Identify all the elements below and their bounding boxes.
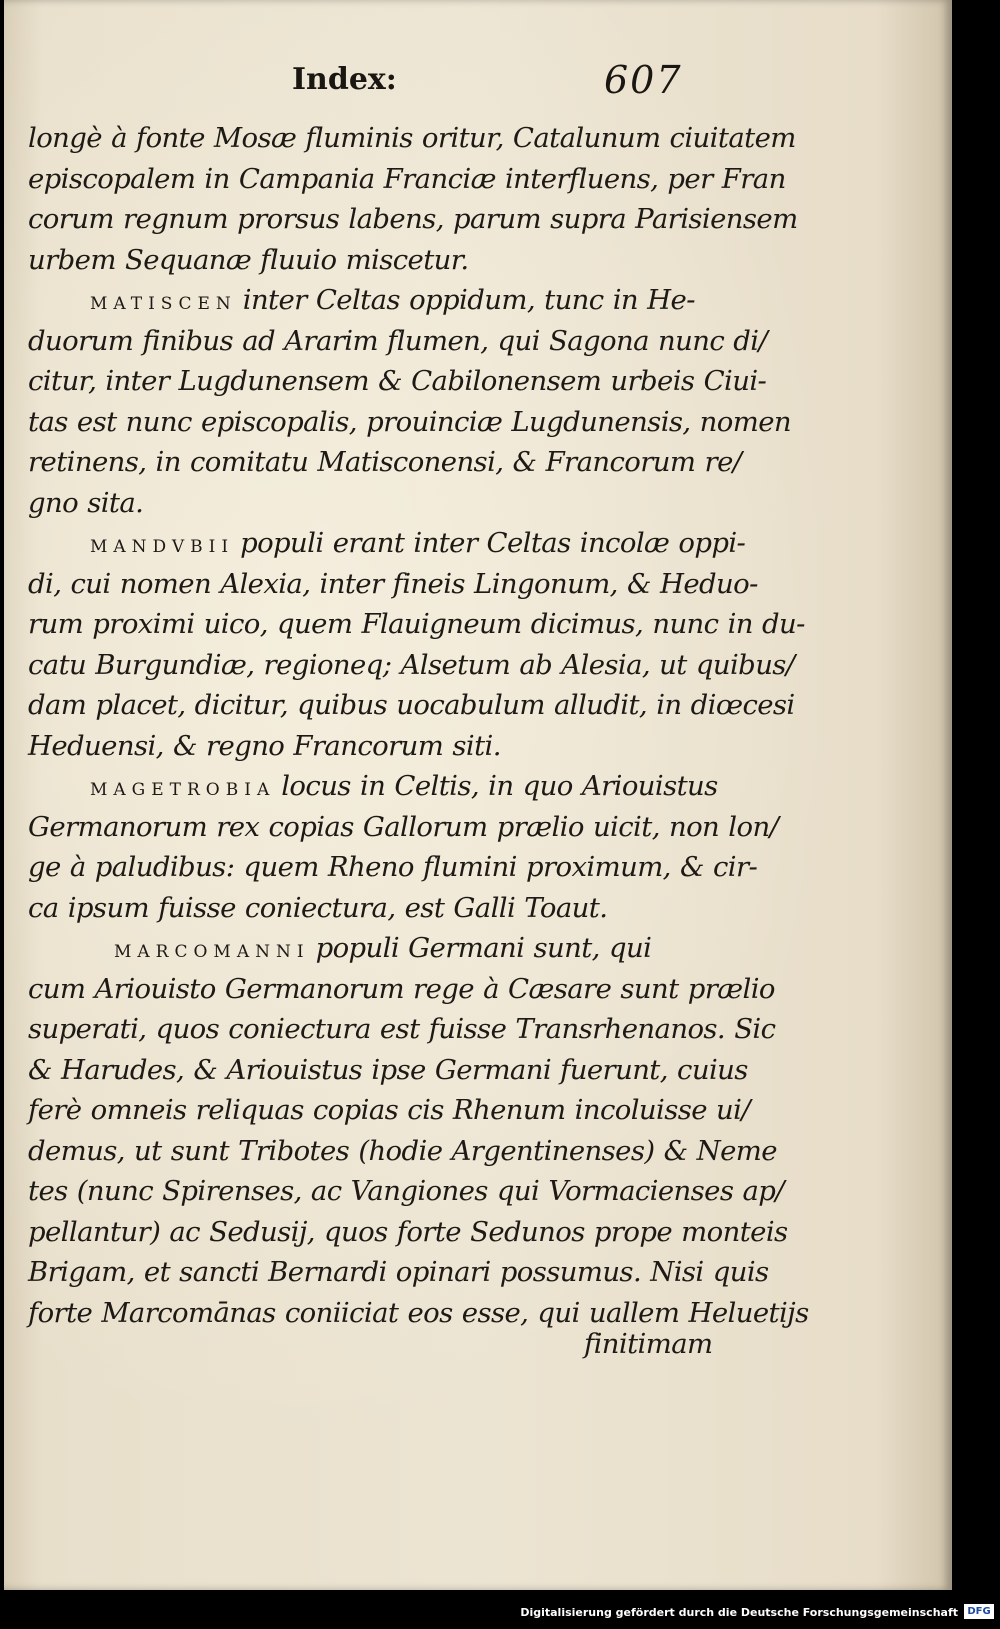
text-line — [28, 766, 718, 807]
line-text: tes (nunc Spirenses, ac Vangiones qui Vormacienses ap/ — [28, 1175, 784, 1207]
entry-headword: MATISCEN — [90, 294, 237, 314]
dfg-logo: DFG — [964, 1604, 994, 1619]
text-line — [28, 847, 758, 888]
text-line — [28, 1171, 784, 1212]
entry-headword: MARCOMANNI — [114, 942, 310, 962]
book-page — [4, 0, 952, 1590]
text-line — [28, 1050, 748, 1091]
line-text: forte Marcomānas coniiciat eos esse, qui uallem Heluetijs — [28, 1296, 809, 1329]
text-line — [28, 726, 708, 767]
line-text: urbem Sequanæ fluuio miscetur. — [28, 243, 469, 276]
catchword: finitimam — [584, 1328, 713, 1360]
text-line — [28, 280, 708, 321]
entry-headword: MANDVBII — [90, 537, 235, 557]
line-text: duorum finibus ad Ararim flumen, qui Sagona nunc di/ — [28, 324, 768, 357]
text-line — [28, 604, 805, 645]
text-line — [28, 361, 767, 402]
text-line — [28, 118, 796, 159]
line-text: locus in Celtis, in quo Ariouistus — [281, 770, 718, 802]
line-text: ge à paludibus: quem Rheno flumini proximum, & cir- — [28, 851, 758, 883]
line-text: dam placet, dicitur, quibus uocabulum alludit, in diœcesi — [28, 689, 795, 721]
line-text: episcopalem in Campania Franciæ interfluens, per Fran — [28, 162, 786, 195]
body-text — [28, 118, 809, 1333]
line-text: inter Celtas oppidum, tunc in He- — [242, 284, 695, 316]
text-line — [28, 685, 795, 726]
line-text: catu Burgundiæ, regioneq; Alsetum ab Alesia, ut quibus/ — [28, 648, 795, 681]
text-line — [28, 645, 795, 686]
line-text: Germanorum rex copias Gallorum prælio uicit, non lon/ — [28, 810, 779, 843]
line-text: cum Ariouisto Germanorum rege à Cæsare sunt prælio — [28, 972, 775, 1005]
text-line — [28, 1131, 777, 1172]
line-text: di, cui nomen Alexia, inter fineis Lingonum, & Heduo- — [28, 567, 758, 600]
line-text: Brigam, et sancti Bernardi opinari possumus. Nisi quis — [28, 1256, 769, 1288]
entry-headword: MAGETROBIA — [90, 780, 276, 800]
text-line — [28, 483, 708, 524]
line-text: longè à fonte Mosæ fluminis oritur, Catalunum ciuitatem — [28, 122, 796, 154]
text-line — [28, 807, 779, 848]
line-text: pellantur) ac Sedusij, quos forte Sedunos prope monteis — [28, 1215, 788, 1248]
line-text: populi Germani sunt, qui — [315, 932, 652, 964]
line-text: ferè omneis reliquas copias cis Rhenum incoluisse ui/ — [28, 1094, 751, 1126]
text-line — [28, 564, 758, 605]
text-line — [28, 199, 798, 240]
text-line — [28, 888, 708, 929]
line-text: ca ipsum fuisse coniectura, est Galli Toaut. — [28, 891, 608, 924]
line-text: corum regnum prorsus labens, parum supra Parisiensem — [28, 203, 798, 235]
line-text: Heduensi, & regno Francorum siti. — [28, 729, 501, 762]
scan-border — [952, 0, 1000, 1590]
text-line — [28, 928, 708, 969]
line-text: & Harudes, & Ariouistus ipse Germani fuerunt, cuius — [28, 1053, 748, 1086]
text-line — [28, 523, 746, 564]
running-head: Index: — [292, 62, 397, 97]
text-line — [28, 969, 775, 1010]
line-text: citur, inter Lugdunensem & Cabilonensem urbeis Ciui- — [28, 365, 767, 397]
text-line — [28, 402, 792, 443]
line-text: populi erant inter Celtas incolæ oppi- — [240, 527, 746, 559]
line-text: rum proximi uico, quem Flauigneum dicimus, nunc in du- — [28, 608, 805, 640]
text-line — [28, 1090, 751, 1131]
line-text: retinens, in comitatu Matisconensi, & Francorum re/ — [28, 446, 742, 478]
text-line — [28, 1212, 788, 1253]
page-number: 607 — [604, 58, 683, 102]
page-header — [4, 58, 952, 112]
text-line — [28, 1293, 809, 1334]
line-text: demus, ut sunt Tribotes (hodie Argentinenses) & Neme — [28, 1134, 777, 1167]
text-line — [28, 442, 742, 483]
text-line — [28, 159, 786, 200]
line-text: superati, quos coniectura est fuisse Transrhenanos. Sic — [28, 1013, 776, 1045]
footer-bar — [0, 1590, 1000, 1629]
footer-credit: Digitalisierung gefördert durch die Deutsche Forschungsgemeinschaft — [520, 1606, 958, 1619]
text-line — [28, 240, 708, 281]
text-line — [28, 1009, 776, 1050]
line-text: tas est nunc episcopalis, prouinciæ Lugdunensis, nomen — [28, 405, 792, 438]
text-line — [28, 321, 768, 362]
text-line — [28, 1252, 769, 1293]
line-text: gno sita. — [28, 486, 144, 519]
